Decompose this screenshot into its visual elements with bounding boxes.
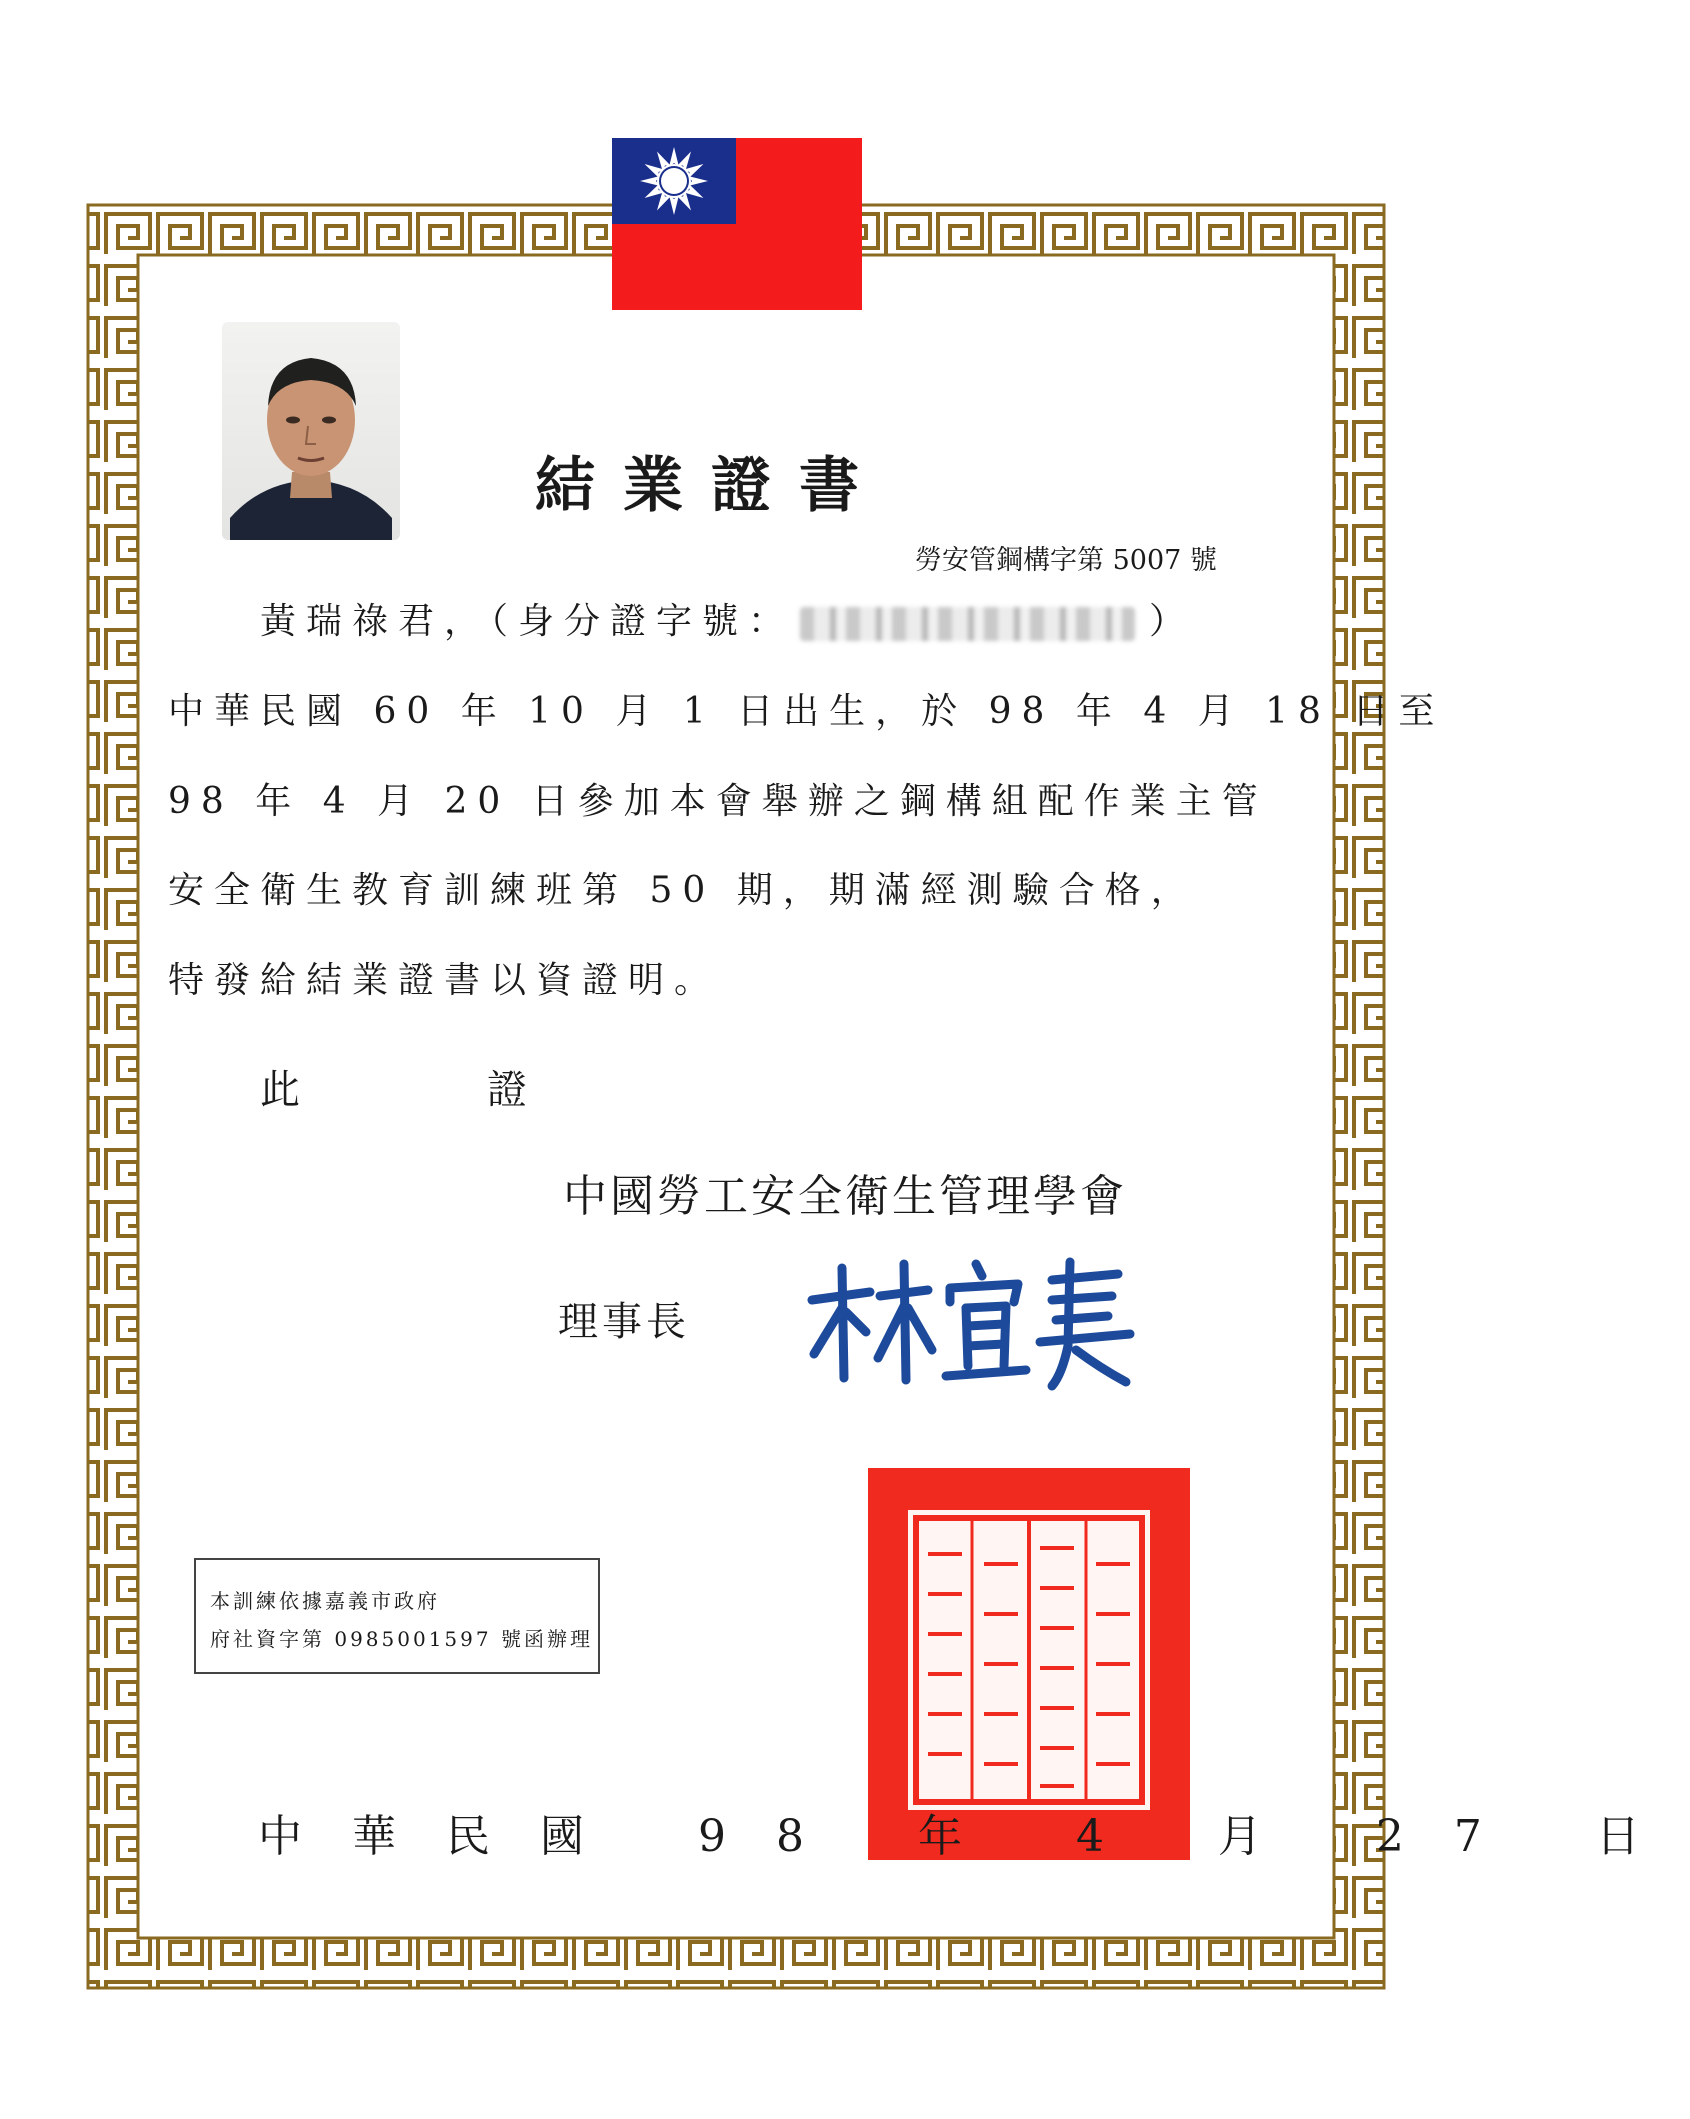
chairman-title: 理事長 (558, 1299, 690, 1345)
recipient-id-prefix: 黃瑞祿君，（身分證字號： (260, 601, 795, 642)
certificate-number: 勞安管鋼構字第 5007 號 (915, 545, 1217, 576)
closing-right: 證 (487, 1067, 527, 1113)
certificate-title: 結業證書 (535, 451, 887, 521)
body-line-2: 中華民國 60 年 10 月 1 日出生，於 98 年 4 月 18 日至 (168, 691, 1445, 732)
body-line-1 (260, 593, 1195, 644)
body-line-5: 特發給結業證書以資證明。 (168, 960, 721, 1001)
notice-line-2: 府社資字第 0985001597 號函辦理 (210, 1627, 593, 1651)
notice-line-1: 本訓練依據嘉義市政府 (210, 1589, 440, 1613)
issue-date: 中華民國 98 年 4 月 27 日 (258, 1811, 1690, 1862)
redacted-id-number (800, 607, 1135, 641)
roc-flag-icon (612, 138, 862, 310)
notice-box (194, 1558, 600, 1674)
closing-left: 此 (260, 1067, 300, 1113)
recipient-id-suffix: ） (1149, 601, 1196, 642)
issuing-organization: 中國勞工安全衛生管理學會 (563, 1171, 1127, 1222)
portrait-photo (222, 322, 400, 540)
chairman-signature (800, 1250, 1140, 1400)
body-line-4: 安全衛生教育訓練班第 50 期，期滿經測驗合格， (168, 870, 1197, 911)
body-line-3: 98 年 4 月 20 日參加本會舉辦之鋼構組配作業主管 (168, 781, 1268, 822)
